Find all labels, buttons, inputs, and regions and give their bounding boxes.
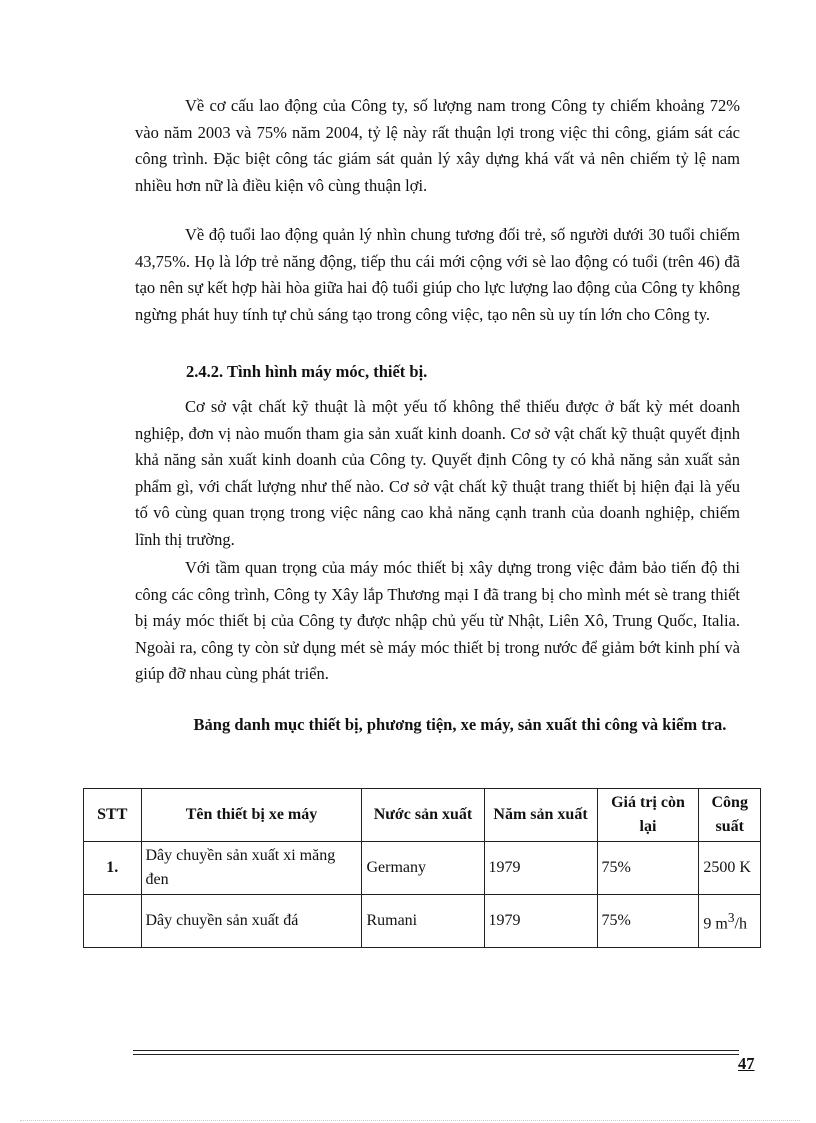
footer-divider xyxy=(133,1050,739,1051)
footer-divider-thick xyxy=(133,1054,739,1055)
table-caption: Bảng danh mục thiết bị, phương tiện, xe máy, sản xuất thi công và kiểm tra. xyxy=(193,715,727,734)
paragraph-labor-structure: Về cơ cấu lao động của Công ty, số lượng nam trong Công ty chiếm khoảng 72% vào năm 2003 và 75% năm 2004, tỷ lệ này rất thuận lợi trong việc thi công, giám sát các công trình. Đặc biệt công tác giám sát quản lý xây dựng khá vất vả nên chiếm tỷ lệ nam nhiều hơn nữ là điều kiện vô cùng thuận lợi. xyxy=(135,96,740,195)
cell-name: Dây chuyền sản xuất đá xyxy=(141,895,362,948)
page-number: 47 xyxy=(738,1054,755,1073)
section-heading: 2.4.2. Tình hình máy móc, thiết bị. xyxy=(186,362,428,381)
table-header-row xyxy=(84,789,761,842)
cell-year: 1979 xyxy=(484,842,597,895)
cell-stt xyxy=(84,895,142,948)
cell-name: Dây chuyền sản xuất xi măng đen xyxy=(141,842,362,895)
cell-stt: 1. xyxy=(84,842,142,895)
header-name: Tên thiết bị xe máy xyxy=(141,789,362,842)
paragraph-labor-age: Về độ tuổi lao động quản lý nhìn chung tương đối trẻ, số người dưới 30 tuổi chiếm 43,75%. Họ là lớp trẻ năng động, tiếp thu cái mới cộng với sè lao động có tuổi (trên 46) đã tạo nên sự kết hợp hài hòa giữa hai độ tuổi giúp cho lực lượng lao động của Công ty không ngừng phát huy tính tự chủ sáng tạo trong công việc, tạo nên sù uy tín lớn cho Công ty. xyxy=(135,225,740,324)
header-origin: Nước sản xuất xyxy=(362,789,484,842)
cell-year: 1979 xyxy=(484,895,597,948)
page-bottom-border xyxy=(20,1120,800,1121)
paragraph-equipment: Với tầm quan trọng của máy móc thiết bị xây dựng trong việc đảm bảo tiến độ thi công các công trình, Công ty Xây lắp Thương mại I đã trang bị cho mình mét sè trang thiết bị máy móc thiết bị của Công ty được nhập chủ yếu từ Nhật, Liên Xô, Trung Quốc, Italia. Ngoài ra, công ty còn sử dụng mét sè máy móc thiết bị trong nước để giảm bớt kinh phí và giúp đỡ nhau cùng phát triển. xyxy=(135,558,740,683)
power-superscript: 3 xyxy=(727,909,735,925)
power-value: 9 m xyxy=(703,915,728,933)
header-power: Công suất xyxy=(699,789,761,842)
table-row xyxy=(84,842,761,895)
table-row xyxy=(84,895,761,948)
cell-value: 75% xyxy=(597,842,699,895)
cell-value: 75% xyxy=(597,895,699,948)
header-stt: STT xyxy=(84,789,142,842)
paragraph-infrastructure: Cơ sở vật chất kỹ thuật là một yếu tố không thể thiếu được ở bất kỳ mét doanh nghiệp, đơn vị nào muốn tham gia sản xuất kinh doanh. Cơ sở vật chất kỹ thuật quyết định khả năng sản xuất kinh doanh của Công ty. Quyết định Công ty có khả năng sản xuất sản phẩm gì, với chất lượng như thế nào. Cơ sở vật chất kỹ thuật trang thiết bị hiện đại là yếu tố vô cùng quan trọng trong việc nâng cao khả năng cạnh tranh của doanh nghiệp, chiếm lĩnh thị trường. xyxy=(135,397,740,549)
cell-origin: Rumani xyxy=(362,895,484,948)
cell-power: 2500 K xyxy=(699,842,761,895)
header-year: Năm sản xuất xyxy=(484,789,597,842)
power-unit-tail: /h xyxy=(734,915,747,933)
cell-power xyxy=(699,895,761,948)
equipment-table xyxy=(83,788,761,948)
cell-origin: Germany xyxy=(362,842,484,895)
header-value: Giá trị còn lại xyxy=(597,789,699,842)
